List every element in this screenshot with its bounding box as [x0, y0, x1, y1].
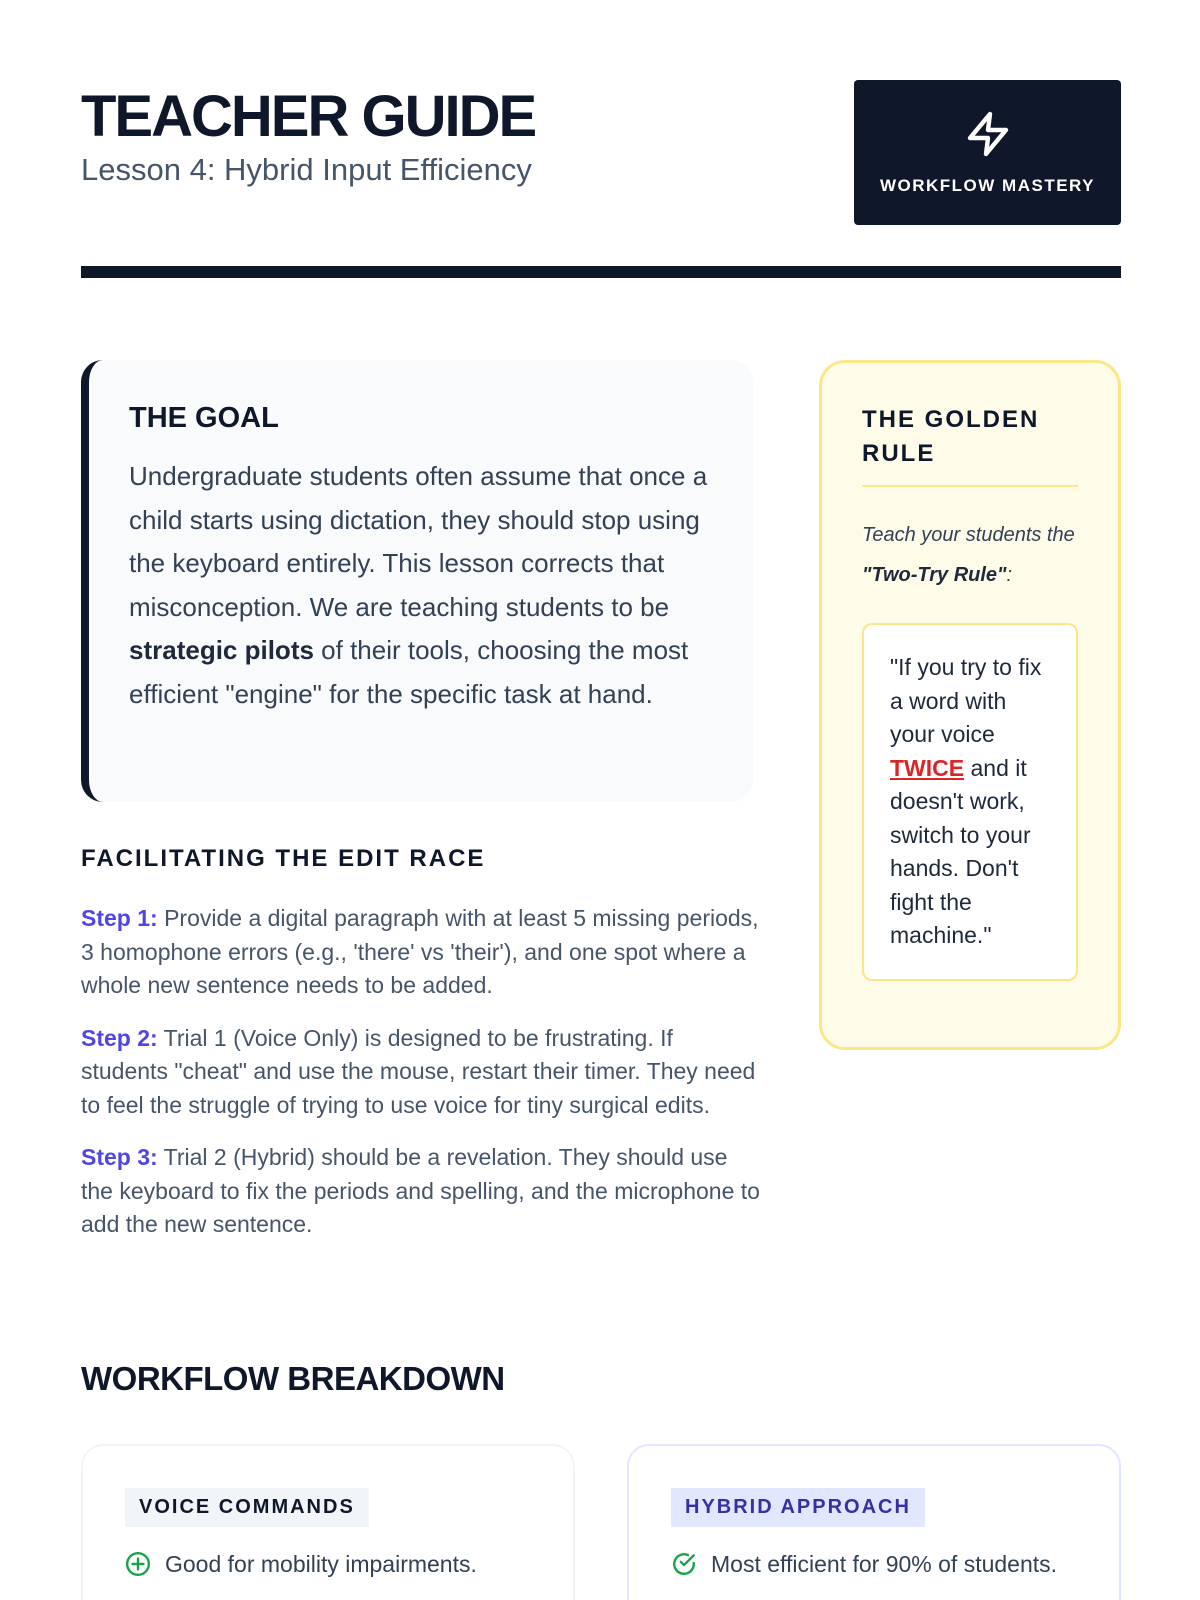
facilitating-heading: FACILITATING THE EDIT RACE — [81, 845, 486, 872]
step-text: Trial 2 (Hybrid) should be a revelation. They should use the keyboard to fix the periods and spelling, and the microphone to add the new sentence. — [81, 1144, 760, 1237]
step-item — [81, 1022, 761, 1123]
teach-suffix: : — [1006, 564, 1013, 586]
voice-commands-tag: VOICE COMMANDS — [125, 1488, 369, 1527]
step-text: Trial 1 (Voice Only) is designed to be frustrating. If students "cheat" and use the mouse, restart their timer. They need to feel the struggle of trying to use voice for tiny surgical edits. — [81, 1024, 756, 1118]
workflow-mastery-badge — [854, 80, 1121, 225]
hybrid-approach-card — [627, 1444, 1121, 1600]
check-circle-icon — [671, 1551, 697, 1577]
card-item-text: Most efficient for 90% of students. — [711, 1551, 1058, 1577]
goal-text-bold: strategic pilots — [129, 635, 314, 665]
quote-emphasis: TWICE — [890, 754, 965, 781]
workflow-heading: WORKFLOW BREAKDOWN — [81, 1360, 505, 1397]
golden-rule-panel — [819, 360, 1121, 1050]
header-divider — [81, 266, 1121, 278]
step-item — [81, 902, 761, 1003]
golden-rule-quote — [862, 623, 1078, 981]
teach-prefix: Teach your students the — [862, 524, 1075, 546]
goal-text-part: of their tools, choosing the most efficient "engine" for the specific task at hand. — [129, 635, 689, 709]
step-label: Step 3: — [81, 1144, 158, 1170]
page-subtitle: Lesson 4: Hybrid Input Efficiency — [81, 152, 532, 187]
step-text: Provide a digital paragraph with at least 5 missing periods, 3 homophone errors (e.g., 'there' vs 'their'), and one spot where a whole new sentence needs to be added. — [81, 905, 759, 998]
step-item — [81, 1141, 761, 1242]
two-try-rule-label: "Two-Try Rule" — [862, 564, 1007, 586]
quote-part: and it doesn't work, switch to your hands. Don't fight the machine." — [890, 754, 1031, 948]
page-title: TEACHER GUIDE — [81, 84, 536, 149]
lightning-bolt-icon — [964, 108, 1012, 160]
golden-rule-intro — [862, 515, 1078, 595]
golden-rule-heading: THE GOLDEN RULE — [862, 403, 1078, 487]
goal-heading: THE GOAL — [129, 402, 279, 434]
step-label: Step 2: — [81, 1024, 158, 1051]
card-list-item — [671, 1549, 1077, 1579]
plus-circle-icon — [125, 1551, 151, 1577]
goal-panel — [81, 360, 753, 802]
steps-list — [81, 902, 761, 1261]
badge-label: WORKFLOW MASTERY — [879, 176, 1096, 195]
quote-part: "If you try to fix a word with your voice — [890, 654, 1042, 747]
card-item-text: Good for mobility impairments. — [165, 1551, 477, 1577]
card-list-item — [125, 1549, 531, 1579]
goal-text-part: Undergraduate students often assume that once a child starts using dictation, they should stop using the keyboard entirely. This lesson corrects that misconception. We are teaching students to be — [129, 461, 708, 622]
voice-commands-card — [81, 1444, 575, 1600]
goal-text — [129, 455, 713, 716]
hybrid-approach-tag: HYBRID APPROACH — [671, 1488, 925, 1527]
step-label: Step 1: — [81, 905, 158, 931]
